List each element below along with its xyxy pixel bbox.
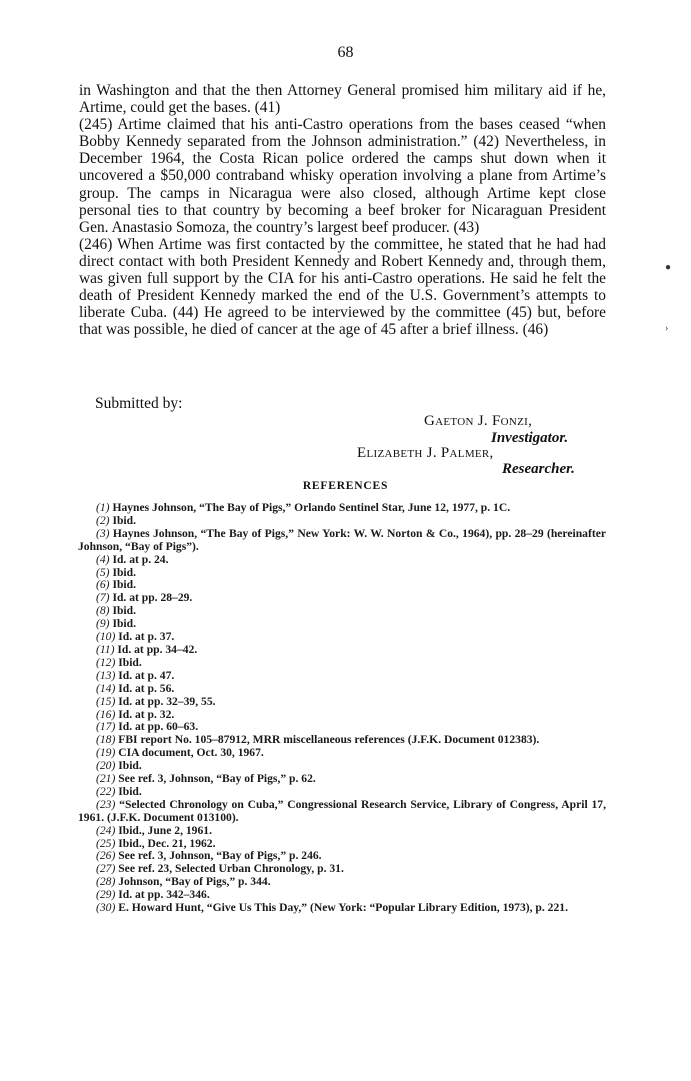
reference-item — [78, 902, 606, 915]
reference-text: See ref. 23, Selected Urban Chronology, p. 31. — [118, 862, 344, 876]
reference-number: (30) — [96, 901, 116, 915]
reference-text: Ibid. — [118, 655, 142, 669]
reference-text: Ibid. — [118, 784, 142, 798]
reference-text: Id. at pp. 34–42. — [117, 642, 198, 656]
reference-number: (11) — [96, 642, 115, 656]
signatory-title: Investigator. — [491, 430, 569, 446]
reference-text: Id. at pp. 342–346. — [118, 888, 210, 902]
reference-number: (17) — [96, 720, 116, 734]
reference-number: (9) — [96, 617, 110, 631]
reference-text: See ref. 3, Johnson, “Bay of Pigs,” p. 246. — [118, 849, 322, 863]
reference-number: (5) — [96, 565, 110, 579]
reference-item — [78, 592, 606, 605]
reference-text: Id. at pp. 60–63. — [118, 720, 199, 734]
reference-text: Johnson, “Bay of Pigs,” p. 344. — [118, 875, 271, 889]
reference-number: (1) — [96, 501, 110, 514]
signatory-title: Researcher. — [502, 461, 575, 477]
reference-item — [78, 554, 606, 567]
references-heading: REFERENCES — [302, 480, 389, 492]
reference-number: (21) — [96, 772, 116, 786]
reference-text: FBI report No. 105–87912, MRR miscellaneous references (J.F.K. Document 012383). — [118, 733, 540, 747]
reference-number: (19) — [96, 746, 116, 760]
reference-number: (12) — [96, 655, 116, 669]
reference-item — [78, 567, 606, 580]
reference-text: “Selected Chronology on Cuba,” Congressional Research Service, Library of Congress, April 17, 1961. (J.F.K. Document 013100). — [78, 797, 606, 824]
submitted-by: Submitted by: — [95, 395, 183, 412]
reference-number: (6) — [96, 578, 110, 592]
reference-text: CIA document, Oct. 30, 1967. — [118, 746, 264, 760]
references-list — [78, 502, 606, 915]
reference-text: Ibid., June 2, 1961. — [118, 823, 212, 837]
paragraph: (246) When Artime was first contacted by the committee, he stated that he had had direct contact with both President Kennedy and Robert Kennedy and, through them, was given full support by the CIA for his anti-Castro operations. He said he felt the death of President Kennedy marked the end of the U.S. Government’s attempts to liberate Cuba. (44) He agreed to be interviewed by the committee (45) but, before that was possible, he died of cancer at the age of 45 after a brief illness. (46) — [79, 235, 606, 339]
reference-text: Haynes Johnson, “The Bay of Pigs,” Orlando Sentinel Star, June 12, 1977, p. 1C. — [112, 501, 511, 514]
page-number: 68 — [337, 44, 354, 61]
reference-number: (2) — [96, 513, 110, 527]
reference-item — [78, 502, 606, 515]
reference-text: Ibid. — [112, 578, 136, 592]
reference-text: Id. at pp. 28–29. — [112, 591, 193, 605]
reference-item — [78, 605, 606, 618]
reference-text: Ibid. — [112, 604, 136, 618]
reference-text: Ibid. — [112, 513, 136, 527]
signatory-name: Gaeton J. Fonzi, — [424, 413, 533, 429]
reference-text: Haynes Johnson, “The Bay of Pigs,” New York: W. W. Norton & Co., 1964), pp. 28–29 (hereinafter Johnson, “Bay of Pigs”). — [78, 526, 606, 553]
reference-number: (29) — [96, 888, 116, 902]
reference-number: (15) — [96, 694, 116, 708]
reference-number: (22) — [96, 784, 116, 798]
reference-text: E. Howard Hunt, “Give Us This Day,” (New York: “Popular Library Edition, 1973), p. 221. — [118, 901, 568, 915]
reference-item — [78, 747, 606, 760]
reference-text: Id. at p. 24. — [112, 552, 169, 566]
reference-number: (16) — [96, 707, 116, 721]
reference-text: Ibid. — [112, 565, 136, 579]
reference-text: Ibid. — [112, 617, 136, 631]
reference-text: Id. at p. 47. — [118, 668, 175, 682]
reference-item — [78, 644, 606, 657]
paragraph: in Washington and that the then Attorney General promised him military aid if he, Artime, could get the bases. (41) — [79, 82, 606, 117]
reference-item — [78, 799, 606, 825]
signatory-name: Elizabeth J. Palmer, — [357, 445, 494, 461]
reference-number: (27) — [96, 862, 116, 876]
reference-text: Ibid., Dec. 21, 1962. — [118, 836, 216, 850]
reference-text: Id. at p. 37. — [118, 630, 175, 644]
reference-number: (14) — [96, 681, 116, 695]
reference-number: (13) — [96, 668, 116, 682]
margin-mark: › — [665, 323, 669, 334]
reference-number: (20) — [96, 759, 116, 773]
reference-number: (23) — [96, 797, 116, 811]
reference-number: (24) — [96, 823, 116, 837]
reference-number: (25) — [96, 836, 116, 850]
reference-text: Ibid. — [118, 759, 142, 773]
reference-number: (7) — [96, 591, 110, 605]
reference-number: (3) — [96, 526, 110, 540]
reference-number: (4) — [96, 552, 110, 566]
body-text — [79, 82, 606, 338]
reference-number: (26) — [96, 849, 116, 863]
margin-mark: ● — [665, 262, 672, 273]
reference-number: (18) — [96, 733, 116, 747]
reference-text: Id. at p. 56. — [118, 681, 175, 695]
reference-text: Id. at p. 32. — [118, 707, 175, 721]
paragraph: (245) Artime claimed that his anti-Castro operations from the bases ceased “when Bobby Kennedy separated from the Johnson administration.” (42) Nevertheless, in December 1964, the Costa Rican police ordered the camps shut down when it uncovered a $50,000 contraband whisky operation involving a plane from Artime’s group. The camps in Nicaragua were also closed, although Artime kept close personal ties to that country by becoming a beef broker for Nicaraguan President Gen. Anastasio Somoza, the country’s largest beef producer. (43) — [79, 116, 606, 236]
reference-text: Id. at pp. 32–39, 55. — [118, 694, 216, 708]
reference-text: See ref. 3, Johnson, “Bay of Pigs,” p. 62. — [118, 772, 316, 786]
reference-number: (10) — [96, 630, 116, 644]
reference-number: (8) — [96, 604, 110, 618]
reference-item — [78, 528, 606, 554]
reference-item — [78, 773, 606, 786]
reference-number: (28) — [96, 875, 116, 889]
